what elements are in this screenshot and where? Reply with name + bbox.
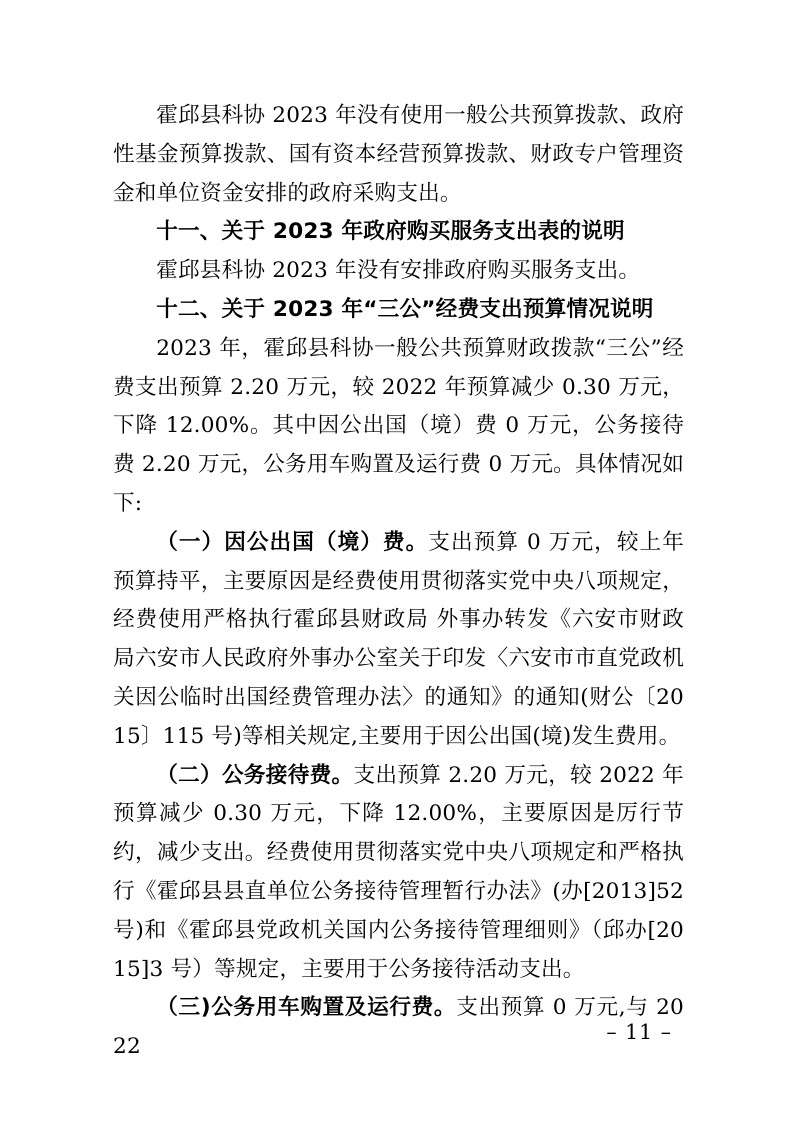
paragraph-lead: （三)公务用车购置及运行费。: [156, 995, 457, 1021]
page-number: – 11 –: [606, 1020, 672, 1044]
text-block: [113, 97, 684, 1067]
paragraph-lead: （二）公务接待费。: [156, 762, 354, 788]
section-heading: 十二、关于 2023 年“三公”经费支出预算情况说明: [156, 296, 654, 322]
paragraph: 2023 年，霍邱县科协一般公共预算财政拨款“三公”经费支出预算 2.20 万元，较 2022 年预算减少 0.30 万元，下降 12.00%。其中因公出国（境）费 0 万元，公务接待费 2.20 万元，公务用车购置及运行费 0 万元。具体情况如下:: [113, 335, 684, 516]
paragraph: 霍邱县科协 2023 年没有使用一般公共预算拨款、政府性基金预算拨款、国有资本经营预算拨款、财政专户管理资金和单位资金安排的政府采购支出。: [113, 103, 684, 206]
paragraph: （二）公务接待费。支出预算 2.20 万元，较 2022 年预算减少 0.30 万元，下降 12.00%，主要原因是厉行节约，减少支出。经费使用贯彻落实党中央八项规定和严格执行《霍邱县县直单位公务接待管理暂行办法》(办[2013]52 号)和《霍邱县党政机关国内公务接待管理细则》（邱办[2015]3 号）等规定，主要用于公务接待活动支出。: [113, 762, 684, 982]
paragraph: （三)公务用车购置及运行费。支出预算 0 万元,与 2022: [113, 995, 684, 1060]
paragraph: （一）因公出国（境）费。支出预算 0 万元，较上年预算持平，主要原因是经费使用贯彻落实党中央八项规定，经费使用严格执行霍邱县财政局 外事办转发《六安市财政局六安市人民政府外事办公室关于印发〈六安市市直党政机关因公临时出国经费管理办法〉的通知》的通知(财公〔2015〕115 号)等相关规定,主要用于因公出国(境)发生费用。: [113, 529, 684, 749]
paragraph: 霍邱县科协 2023 年没有安排政府购买服务支出。: [156, 258, 641, 284]
section-heading: 十一、关于 2023 年政府购买服务支出表的说明: [156, 219, 625, 245]
paragraph-lead: （一）因公出国（境）费。: [156, 529, 429, 555]
